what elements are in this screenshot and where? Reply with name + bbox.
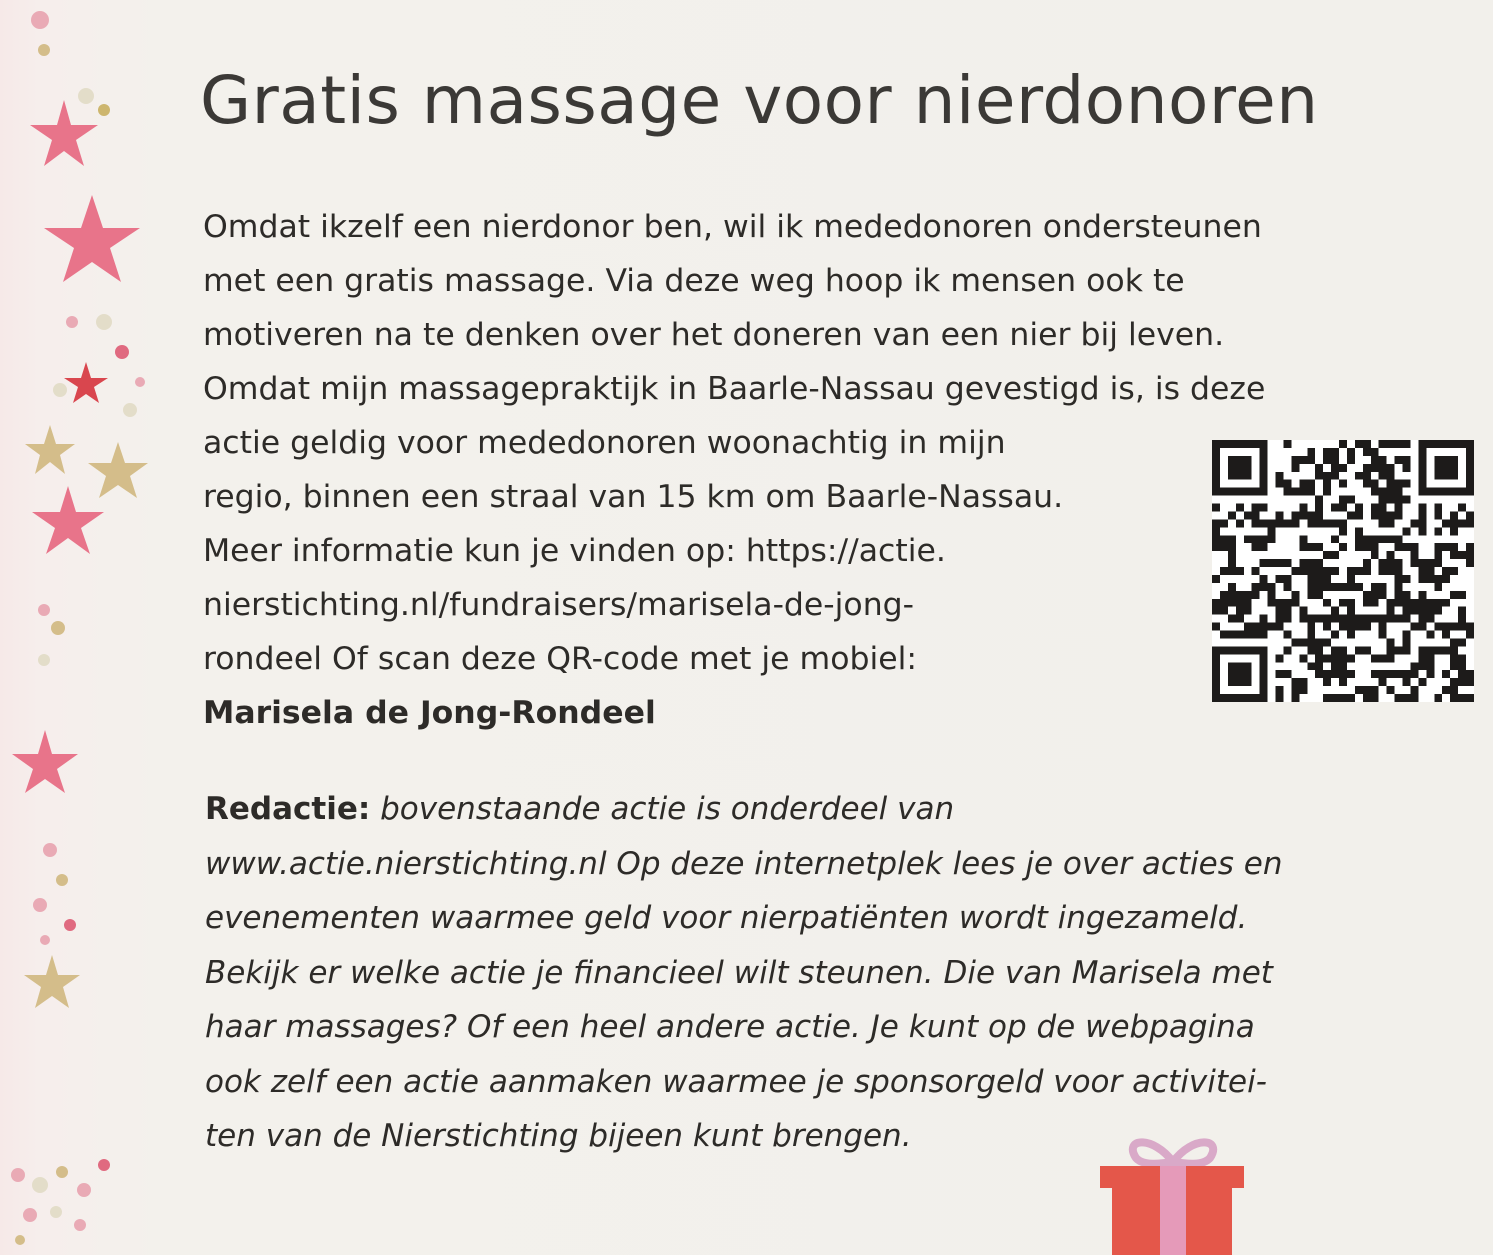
editorial-line: www.actie.nierstichting.nl Op deze internetplek lees je over acties en xyxy=(205,845,1283,882)
editorial-line: Bekijk er welke actie je financieel wilt steunen. Die van Marisela met xyxy=(205,954,1273,991)
editorial-line: haar massages? Of een heel andere actie. Je kunt op de webpagina xyxy=(205,1009,1255,1045)
star-decoration-strip xyxy=(0,0,160,1255)
editorial-note xyxy=(205,782,1465,1164)
body-line: rondeel Of scan deze QR-code met je mobiel: xyxy=(203,641,917,677)
editorial-line: bovenstaande actie is onderdeel van xyxy=(380,791,955,827)
editorial-line: ten van de Nierstichting bijeen kunt brengen. xyxy=(205,1118,912,1154)
body-line: Meer informatie kun je vinden op: https://actie. xyxy=(203,533,946,569)
author-name: Marisela de Jong-Rondeel xyxy=(203,695,656,731)
editorial-line: evenementen waarmee geld voor nierpatiënten wordt ingezameld. xyxy=(205,900,1248,936)
body-line: nierstichting.nl/fundraisers/marisela-de-jong- xyxy=(203,587,915,623)
body-line: Omdat ikzelf een nierdonor ben, wil ik mededonoren ondersteunen xyxy=(203,209,1262,245)
body-line: motiveren na te denken over het doneren van een nier bij leven. xyxy=(203,317,1225,353)
gift-icon xyxy=(1098,1130,1248,1255)
editorial-line: ook zelf een actie aanmaken waarmee je sponsorgeld voor activitei- xyxy=(205,1063,1267,1100)
article-title: Gratis massage voor nierdonoren xyxy=(200,62,1319,139)
body-line: regio, binnen een straal van 15 km om Baarle-Nassau. xyxy=(203,479,1064,515)
body-line: met een gratis massage. Via deze weg hoop ik mensen ook te xyxy=(203,263,1185,299)
confetti-dots xyxy=(11,11,145,1245)
body-line: actie geldig voor mededonoren woonachtig in mijn xyxy=(203,425,1006,461)
qr-code-graphic xyxy=(1212,440,1474,702)
qr-code-icon[interactable] xyxy=(1212,440,1474,702)
body-line: Omdat mijn massagepraktijk in Baarle-Nassau gevestigd is, is deze xyxy=(203,371,1266,407)
editorial-label: Redactie: xyxy=(205,791,371,827)
